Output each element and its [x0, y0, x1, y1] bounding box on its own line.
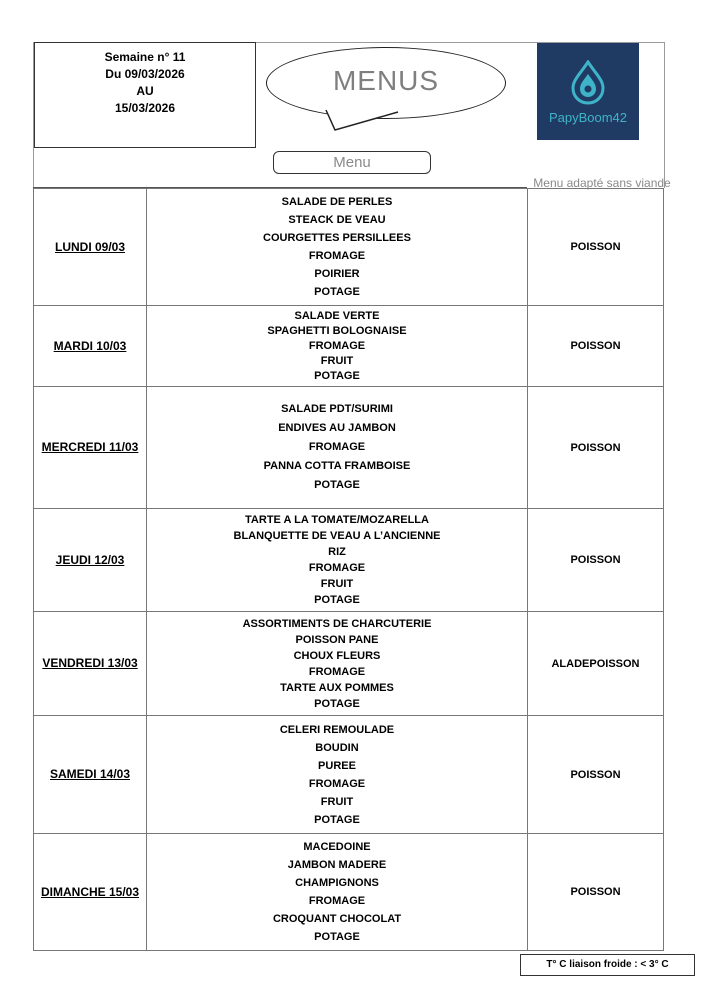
dishes-cell	[147, 834, 528, 951]
dish-item: RIZ	[328, 546, 346, 558]
dish-item: POIRIER	[314, 268, 360, 280]
dish-item: SALADE VERTE	[294, 309, 380, 322]
dish-item: PANNA COTTA FRAMBOISE	[263, 460, 411, 472]
dishes-cell	[147, 306, 528, 387]
dish-item: SALADE DE PERLES	[281, 196, 393, 208]
day-cell	[34, 834, 147, 951]
dish-item: POTAGE	[314, 594, 360, 606]
day-cell	[34, 716, 147, 834]
meatless-option-cell	[528, 716, 664, 834]
dish-item: POISSON PANE	[295, 633, 379, 646]
dish-item: STEACK DE VEAU	[288, 214, 386, 226]
dish-item: BOUDIN	[315, 741, 359, 754]
dish-item: BLANQUETTE DE VEAU A L’ANCIENNE	[233, 530, 441, 542]
weekly-menu-table	[33, 188, 664, 951]
week-start: Du 09/03/2026	[105, 67, 185, 81]
week-au: AU	[136, 84, 154, 98]
week-number: Semaine n° 11	[104, 50, 186, 64]
day-label: LUNDI 09/03	[54, 239, 126, 254]
day-label: VENDREDI 13/03	[42, 656, 138, 670]
dish-item: CHAMPIGNONS	[295, 877, 379, 889]
menu-row	[34, 189, 664, 306]
dish-item: JAMBON MADERE	[287, 859, 387, 871]
dish-item: POTAGE	[314, 697, 360, 710]
dishes-cell	[147, 387, 528, 509]
day-cell	[34, 306, 147, 387]
day-cell	[34, 387, 147, 509]
day-label: SAMEDI 14/03	[49, 767, 131, 781]
menu-row	[34, 387, 664, 509]
meatless-option: POISSON	[570, 441, 621, 454]
dish-item: FROMAGE	[308, 777, 366, 790]
day-label: JEUDI 12/03	[55, 552, 125, 567]
day-label: MERCREDI 11/03	[41, 440, 139, 454]
dish-item: POTAGE	[314, 813, 360, 826]
dish-item: FROMAGE	[308, 665, 366, 678]
meatless-option-cell	[528, 612, 664, 716]
week-end: 15/03/2026	[114, 101, 176, 115]
dish-item: FRUIT	[320, 354, 354, 367]
day-cell	[34, 612, 147, 716]
dish-item: FRUIT	[320, 578, 354, 590]
dish-item: CELERI REMOULADE	[279, 723, 395, 736]
dish-item: POTAGE	[314, 286, 360, 298]
dish-item: POTAGE	[314, 369, 360, 382]
dish-item: MACEDOINE	[303, 841, 371, 853]
adapted-menu-heading: Menu adapté sans viande	[533, 176, 671, 190]
meatless-option: POISSON	[570, 768, 621, 781]
speech-bubble-tail	[322, 108, 402, 134]
meatless-option: POISSON	[570, 886, 621, 898]
water-drop-icon	[566, 60, 610, 108]
menu-row	[34, 306, 664, 387]
page-title: MENUS	[332, 65, 440, 96]
dish-item: FRUIT	[320, 795, 354, 808]
dish-item: FROMAGE	[308, 895, 366, 907]
meatless-option: POISSON	[570, 554, 621, 566]
meatless-option-cell	[528, 509, 664, 612]
menu-row	[34, 509, 664, 612]
dish-item: POTAGE	[314, 931, 360, 943]
dish-item: FROMAGE	[308, 339, 366, 352]
meatless-option-cell	[528, 387, 664, 509]
dish-item: POTAGE	[314, 479, 360, 491]
day-cell	[34, 509, 147, 612]
meatless-option: ALADEPOISSON	[551, 657, 640, 670]
temperature-note: T° C liaison froide : < 3° C	[520, 954, 695, 976]
menu-row	[34, 716, 664, 834]
dish-item: FROMAGE	[308, 250, 366, 262]
meatless-option: POISSON	[570, 241, 621, 253]
menu-heading: Menu	[273, 151, 431, 174]
menu-row	[34, 834, 664, 951]
dish-item: ASSORTIMENTS DE CHARCUTERIE	[242, 617, 432, 630]
week-info-box	[34, 42, 256, 148]
day-cell	[34, 189, 147, 306]
dish-item: CROQUANT CHOCOLAT	[272, 913, 402, 925]
meatless-option-cell	[528, 306, 664, 387]
dishes-cell	[147, 189, 528, 306]
dish-item: SPAGHETTI BOLOGNAISE	[267, 324, 407, 337]
dishes-cell	[147, 612, 528, 716]
header-frame-right	[664, 42, 665, 188]
dishes-cell	[147, 716, 528, 834]
day-label: DIMANCHE 15/03	[40, 884, 140, 899]
dish-item: TARTE AUX POMMES	[280, 681, 394, 694]
dish-item: COURGETTES PERSILLEES	[263, 232, 411, 244]
day-label: MARDI 10/03	[53, 338, 127, 353]
meatless-option-cell	[528, 834, 664, 951]
dish-item: PUREE	[318, 759, 356, 772]
dish-item: FROMAGE	[308, 562, 366, 574]
menu-row	[34, 612, 664, 716]
dishes-cell	[147, 509, 528, 612]
dish-item: FROMAGE	[308, 441, 366, 453]
dish-item: SALADE PDT/SURIMI	[281, 403, 393, 415]
dish-item: ENDIVES AU JAMBON	[278, 422, 396, 434]
meatless-option-cell	[528, 189, 664, 306]
meatless-option: POISSON	[570, 340, 621, 352]
logo-text: PapyBoom42	[548, 110, 628, 125]
dish-item: CHOUX FLEURS	[293, 649, 381, 662]
dish-item: TARTE A LA TOMATE/MOZARELLA	[245, 514, 429, 526]
